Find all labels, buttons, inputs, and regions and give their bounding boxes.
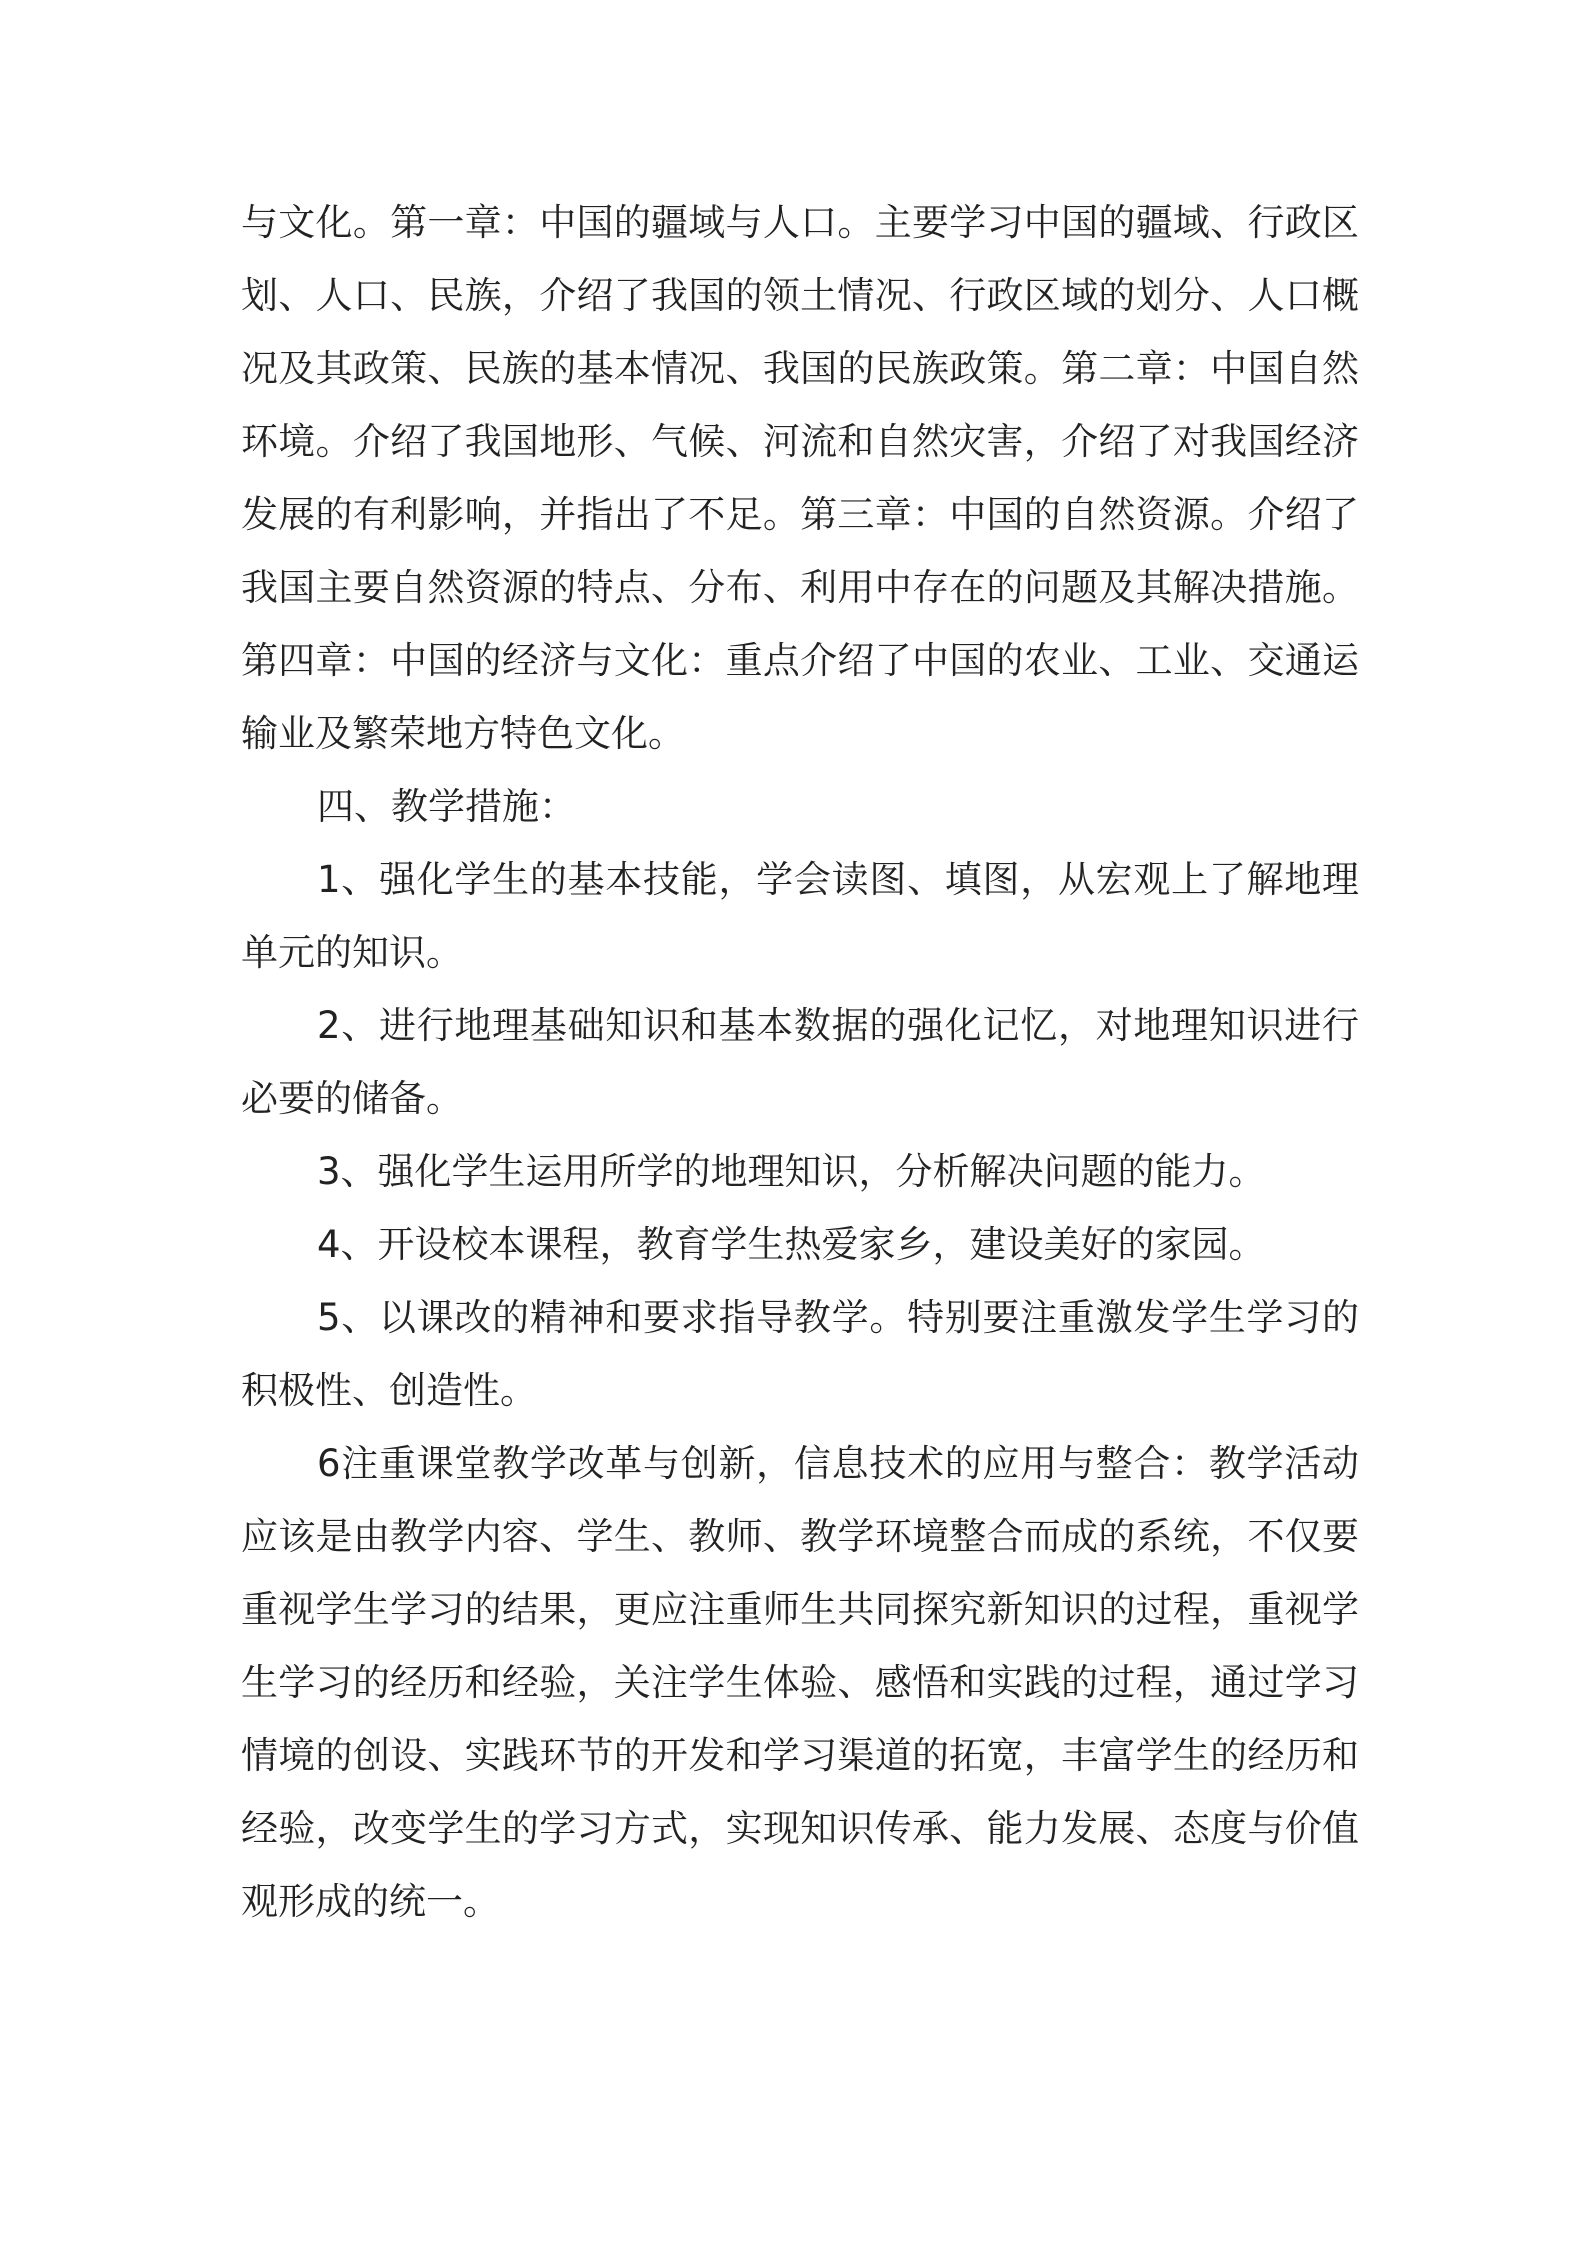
document-body (241, 186, 1359, 1938)
measure-item-4: 4、开设校本课程，教育学生热爱家乡，建设美好的家园。 (317, 1223, 1266, 1266)
measure-item-1: 1、强化学生的基本技能，学会读图、填图，从宏观上了解地理单元的知识。 (241, 858, 1359, 974)
measure-item-6: 6注重课堂教学改革与创新，信息技术的应用与整合：教学活动应该是由教学内容、学生、教师、教学环境整合而成的系统，不仅要重视学生学习的结果，更应注重师生共同探究新知识的过程，重视学生学习的经历和经验，关注学生体验、感悟和实践的过程，通过学习情境的创设、实践环节的开发和学习渠道的拓宽，丰富学生的经历和经验，改变学生的学习方式，实现知识传承、能力发展、态度与价值观形成的统一。 (241, 1442, 1359, 1923)
measure-item-5: 5、以课改的精神和要求指导教学。特别要注重激发学生学习的积极性、创造性。 (241, 1296, 1359, 1412)
measure-item-3: 3、强化学生运用所学的地理知识，分析解决问题的能力。 (317, 1150, 1266, 1193)
section-heading-teaching-measures: 四、教学措施： (317, 785, 576, 828)
measure-item-2: 2、进行地理基础知识和基本数据的强化记忆，对地理知识进行必要的储备。 (241, 1004, 1359, 1120)
paragraph-chapter-summary: 与文化。第一章：中国的疆域与人口。主要学习中国的疆域、行政区划、人口、民族，介绍了我国的领土情况、行政区域的划分、人口概况及其政策、民族的基本情况、我国的民族政策。第二章：中国自然环境。介绍了我国地形、气候、河流和自然灾害，介绍了对我国经济发展的有利影响，并指出了不足。第三章：中国的自然资源。介绍了我国主要自然资源的特点、分布、利用中存在的问题及其解决措施。第四章：中国的经济与文化：重点介绍了中国的农业、工业、交通运输业及繁荣地方特色文化。 (241, 201, 1359, 755)
